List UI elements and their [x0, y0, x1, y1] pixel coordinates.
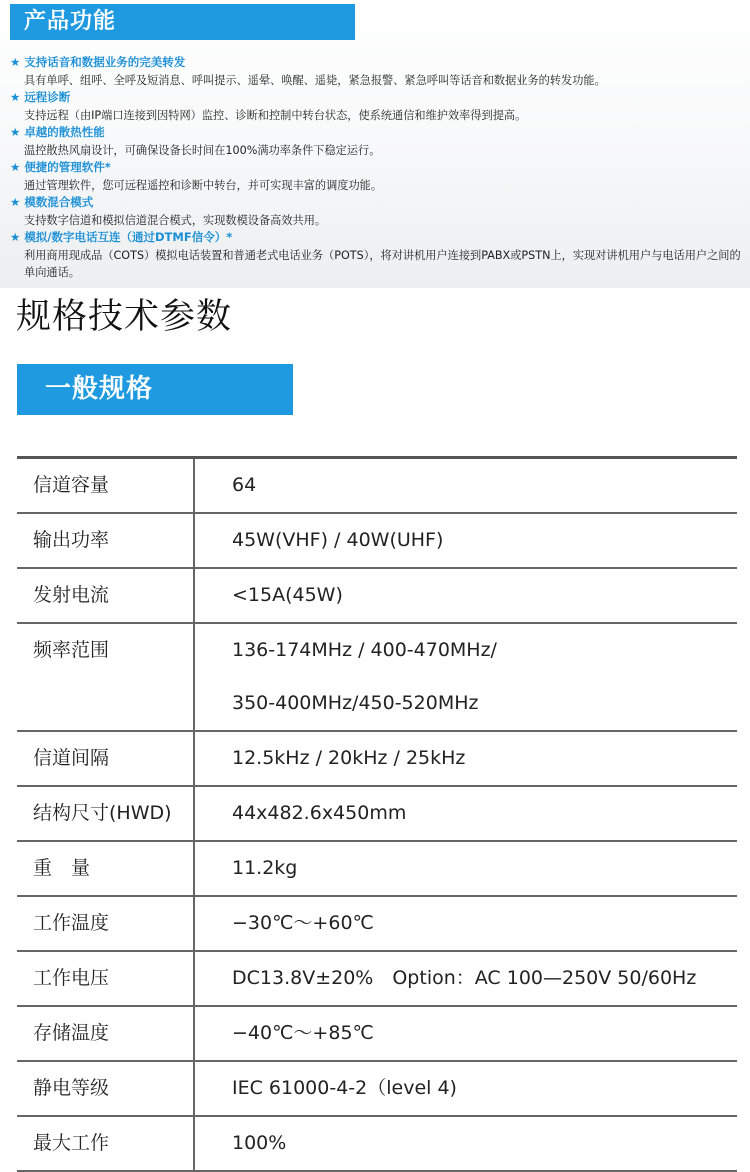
- feature-title-text: 便捷的管理软件*: [24, 160, 111, 174]
- feature-title: [10, 89, 745, 107]
- general-spec-banner: 一般规格: [17, 364, 293, 415]
- product-function-section: [0, 0, 750, 288]
- spec-value: 45W(VHF) / 40W(UHF): [194, 513, 737, 568]
- feature-list: [10, 54, 745, 282]
- table-row: [17, 896, 737, 951]
- feature-title-text: 模拟/数字电话互连（通过DTMF信令）*: [24, 230, 233, 244]
- feature-title: [10, 229, 745, 247]
- spec-table: [17, 456, 737, 1172]
- star-icon: ★: [10, 125, 21, 139]
- spec-key: 重 量: [17, 841, 194, 896]
- feature-title-text: 卓越的散热性能: [24, 125, 105, 139]
- spec-value: 136-174MHz / 400-470MHz/ 350-400MHz/450-520MHz: [194, 623, 737, 731]
- spec-value: <15A(45W): [194, 568, 737, 623]
- table-row: [17, 458, 737, 514]
- table-row: [17, 841, 737, 896]
- table-row: [17, 1116, 737, 1171]
- table-row: [17, 1006, 737, 1061]
- spec-key: 发射电流: [17, 568, 194, 623]
- table-row: [17, 951, 737, 1006]
- spec-key: 输出功率: [17, 513, 194, 568]
- spec-key: 信道间隔: [17, 731, 194, 786]
- feature-desc: 支持远程（由IP端口连接到因特网）监控、诊断和控制中转台状态，使系统通信和维护效率得到提高。: [24, 108, 527, 122]
- spec-value: DC13.8V±20% Option：AC 100—250V 50/60Hz: [194, 951, 737, 1006]
- feature-title: [10, 54, 745, 72]
- feature-desc: 温控散热风扇设计，可确保设备长时间在100%满功率条件下稳定运行。: [24, 143, 381, 157]
- table-row: [17, 623, 737, 731]
- spec-value: 64: [194, 458, 737, 514]
- table-row: [17, 731, 737, 786]
- feature-title-text: 远程诊断: [24, 90, 71, 104]
- spec-key: 工作温度: [17, 896, 194, 951]
- spec-key: 结构尺寸(HWD): [17, 786, 194, 841]
- star-icon: ★: [10, 55, 21, 69]
- table-row: [17, 1061, 737, 1116]
- spec-value: 44x482.6x450mm: [194, 786, 737, 841]
- spec-value: 12.5kHz / 20kHz / 25kHz: [194, 731, 737, 786]
- spec-value: 100%: [194, 1116, 737, 1171]
- star-icon: ★: [10, 90, 21, 104]
- feature-title: [10, 159, 745, 177]
- product-function-banner: 产品功能: [10, 4, 355, 40]
- table-row: [17, 786, 737, 841]
- table-row: [17, 568, 737, 623]
- spec-value: −40℃〜+85℃: [194, 1006, 737, 1061]
- feature-desc: 利用商用现成品（COTS）模拟电话装置和普通老式电话业务（POTS），将对讲机用户连接到PABX或PSTN上，实现对讲机用户与电话用户之间的单向通话。: [24, 248, 741, 279]
- feature-title-text: 模数混合模式: [24, 195, 94, 209]
- feature-desc: 具有单呼、组呼、全呼及短消息、呼叫提示、遥晕、唤醒、遥毙，紧急报警、紧急呼叫等话音和数据业务的转发功能。: [24, 73, 606, 87]
- feature-desc: 通过管理软件，您可远程遥控和诊断中转台，并可实现丰富的调度功能。: [24, 178, 383, 192]
- feature-title-text: 支持话音和数据业务的完美转发: [24, 55, 186, 69]
- spec-value: IEC 61000-4-2（level 4): [194, 1061, 737, 1116]
- spec-key: 静电等级: [17, 1061, 194, 1116]
- star-icon: ★: [10, 160, 21, 174]
- spec-value: 11.2kg: [194, 841, 737, 896]
- star-icon: ★: [10, 230, 21, 244]
- feature-desc: 支持数字信道和模拟信道混合模式，实现数模设备高效共用。: [24, 213, 327, 227]
- spec-key: 存储温度: [17, 1006, 194, 1061]
- spec-key: 频率范围: [17, 623, 194, 731]
- spec-key: 工作电压: [17, 951, 194, 1006]
- spec-key: 信道容量: [17, 458, 194, 514]
- spec-value: −30℃〜+60℃: [194, 896, 737, 951]
- table-row: [17, 513, 737, 568]
- spec-key: 最大工作: [17, 1116, 194, 1171]
- feature-title: [10, 124, 745, 142]
- star-icon: ★: [10, 195, 21, 209]
- specs-heading: 规格技术参数: [16, 297, 233, 337]
- feature-title: [10, 194, 745, 212]
